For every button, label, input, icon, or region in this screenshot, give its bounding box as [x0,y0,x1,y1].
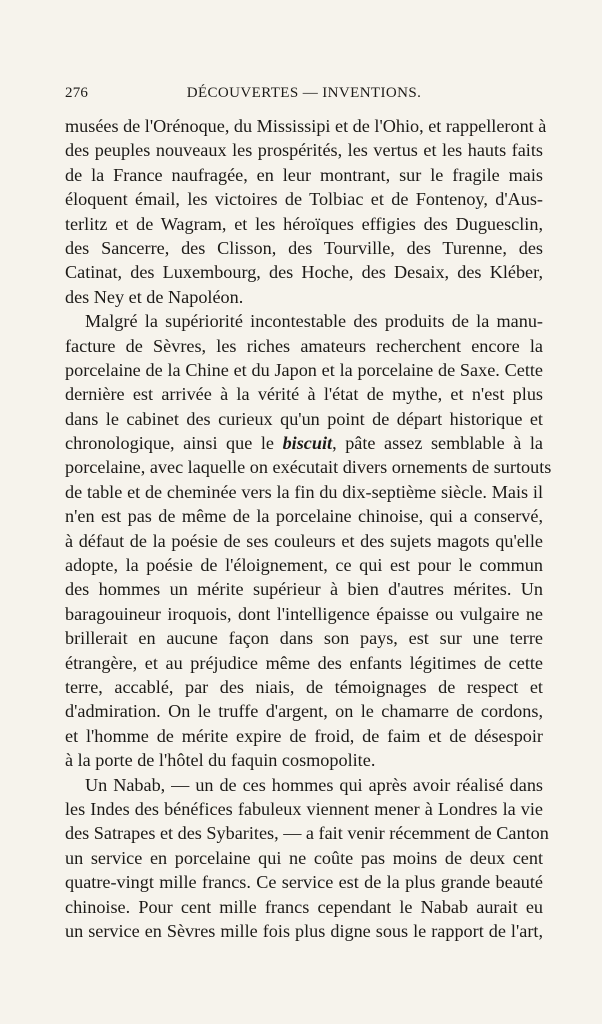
emphasis: biscuit [282,433,333,454]
text-line: Un Nabab, — un de ces hommes qui après avoir réalisé dans [85,774,543,795]
paragraph [65,309,552,772]
paragraph [65,114,547,309]
text-line: les Indes des bénéfices fabuleux viennent mener à Londres la vie [65,798,543,819]
text-line: un service en Sèvres mille fois plus digne sous le rapport de l'art, [65,920,543,941]
text-line: un service en porcelaine qui ne coûte pas moins de deux cent [65,847,543,868]
text-line: porcelaine, avec laquelle on exécutait divers ornements de surtouts [65,457,552,478]
text-line: brillerait en aucune façon dans son pays, est sur une terre [65,628,543,649]
text-line: éloquent émail, les victoires de Tolbiac et de Fontenoy, d'Aus- [65,189,543,210]
text-line: des peuples nouveaux les prospérités, les vertus et les hauts faits [65,140,543,161]
text-line: à la porte de l'hôtel du faquin cosmopolite. [65,750,376,771]
text-line: Catinat, des Luxembourg, des Hoche, des Desaix, des Kléber, [65,262,543,283]
text-line: adopte, la poésie de l'éloignement, ce qui est pour le commun [65,555,543,576]
body-text [65,114,552,943]
text-line: n'en est pas de même de la porcelaine chinoise, qui a conservé, [65,506,543,527]
text-line: d'admiration. On le truffe d'argent, on le chamarre de cordons, [65,701,543,722]
text-line: des Sancerre, des Clisson, des Tourville, des Turenne, des [65,237,543,258]
page-number: 276 [65,85,89,101]
text-line: des Ney et de Napoléon. [65,286,244,307]
text-line: à défaut de la poésie de ses couleurs et des sujets magots qu'elle [65,530,543,551]
paragraph [65,773,549,944]
text-line: dans le cabinet des curieux qu'un point de départ historique et [65,408,543,429]
running-title: DÉCOUVERTES — INVENTIONS. [186,85,422,101]
text-line: facture de Sèvres, les riches amateurs recherchent encore la [65,335,543,356]
text-line: Malgré la supériorité incontestable des produits de la manu- [85,311,543,332]
text-line: musées de l'Orénoque, du Mississipi et de l'Ohio, et rappelleront à [65,116,547,136]
text-line: baragouineur iroquois, dont l'intelligence épaisse ou vulgaire ne [65,603,543,624]
text-line: porcelaine de la Chine et du Japon et la porcelaine de Saxe. Cette [65,359,543,380]
text-line: de la France naufragée, en leur montrant, sur le fragile mais [65,164,543,185]
text-line: des Satrapes et des Sybarites, — a fait venir récemment de Canton [65,823,549,844]
page-header [65,85,543,105]
text-line: chinoise. Pour cent mille francs cependant le Nabab aurait eu [65,896,543,917]
text-line: dernière est arrivée à la vérité à l'état de mythe, et n'est plus [65,384,543,405]
text-line: de table et de cheminée vers la fin du dix-septième siècle. Mais il [65,481,543,502]
text-line: quatre-vingt mille francs. Ce service est de la plus grande beauté [65,872,543,893]
text-line: terre, accablé, par des niais, de témoignages de respect et [65,676,543,697]
text-line: chronologique, ainsi que le biscuit, pâte assez semblable à la [65,433,543,454]
text-line: et l'homme de mérite expire de froid, de faim et de désespoir [65,725,543,746]
text-line: terlitz et de Wagram, et les héroïques effigies des Duguesclin, [65,213,543,234]
text-line: étrangère, et au préjudice même des enfants légitimes de cette [65,652,543,673]
text-line: des hommes un mérite supérieur à bien d'autres mérites. Un [65,579,543,600]
